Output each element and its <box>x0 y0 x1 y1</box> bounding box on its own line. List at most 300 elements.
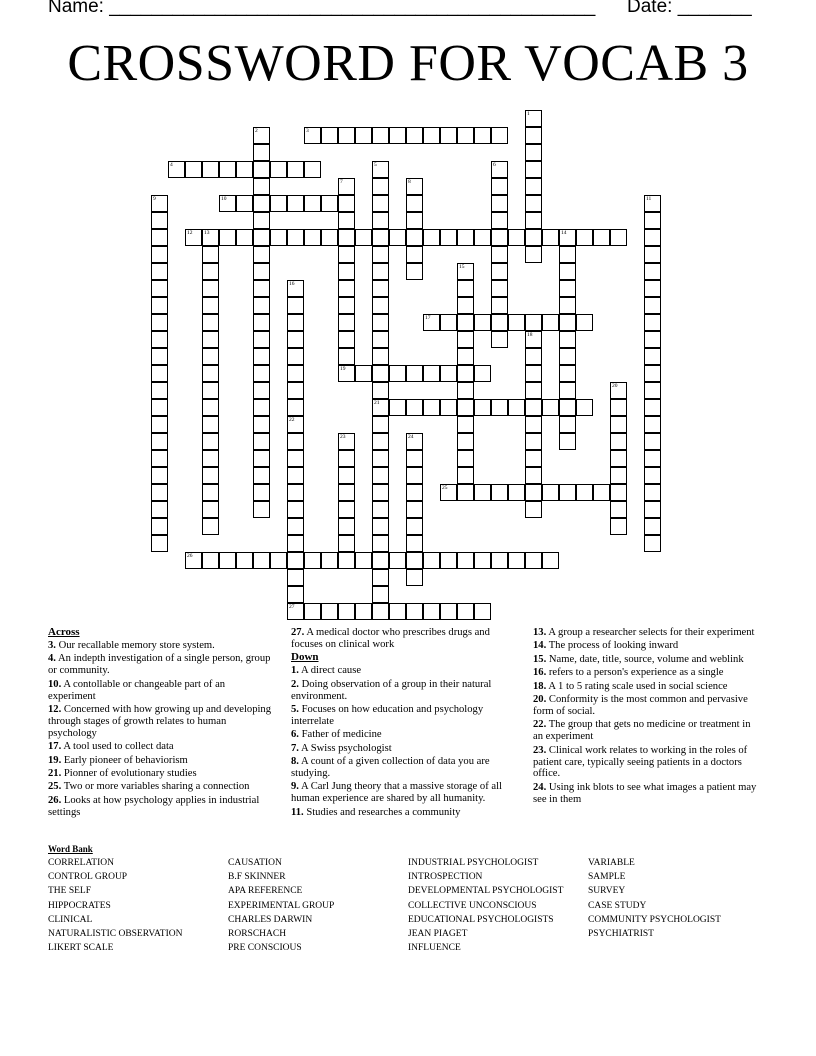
grid-cell[interactable] <box>406 246 423 263</box>
grid-cell[interactable] <box>644 484 661 501</box>
grid-cell[interactable] <box>457 331 474 348</box>
grid-cell[interactable] <box>491 263 508 280</box>
grid-cell[interactable] <box>559 314 576 331</box>
grid-cell[interactable] <box>185 161 202 178</box>
grid-cell[interactable] <box>525 348 542 365</box>
grid-cell[interactable] <box>253 314 270 331</box>
grid-cell[interactable] <box>525 127 542 144</box>
grid-cell[interactable] <box>593 484 610 501</box>
grid-cell[interactable] <box>525 195 542 212</box>
grid-cell[interactable] <box>270 229 287 246</box>
grid-cell[interactable] <box>236 195 253 212</box>
grid-cell[interactable] <box>559 280 576 297</box>
grid-cell[interactable] <box>542 552 559 569</box>
grid-cell[interactable] <box>457 127 474 144</box>
grid-cell[interactable] <box>644 467 661 484</box>
grid-cell[interactable] <box>202 331 219 348</box>
grid-cell[interactable] <box>287 382 304 399</box>
grid-cell[interactable] <box>406 229 423 246</box>
grid-cell[interactable] <box>610 399 627 416</box>
grid-cell[interactable] <box>389 365 406 382</box>
grid-cell[interactable] <box>610 467 627 484</box>
grid-cell[interactable] <box>338 263 355 280</box>
grid-cell[interactable] <box>151 450 168 467</box>
grid-cell[interactable] <box>525 178 542 195</box>
grid-cell[interactable] <box>644 416 661 433</box>
grid-cell[interactable] <box>457 348 474 365</box>
grid-cell[interactable] <box>202 450 219 467</box>
grid-cell[interactable] <box>372 314 389 331</box>
grid-cell[interactable] <box>559 246 576 263</box>
grid-cell[interactable] <box>372 467 389 484</box>
grid-cell[interactable] <box>491 178 508 195</box>
grid-cell[interactable] <box>644 263 661 280</box>
grid-cell[interactable] <box>202 399 219 416</box>
grid-cell[interactable] <box>525 433 542 450</box>
grid-cell[interactable] <box>338 484 355 501</box>
grid-cell[interactable] <box>508 229 525 246</box>
grid-cell[interactable] <box>338 127 355 144</box>
grid-cell[interactable] <box>151 501 168 518</box>
grid-cell[interactable] <box>644 280 661 297</box>
grid-cell[interactable] <box>202 382 219 399</box>
grid-cell[interactable] <box>440 127 457 144</box>
grid-cell[interactable] <box>610 484 627 501</box>
grid-cell[interactable] <box>372 280 389 297</box>
grid-cell[interactable] <box>491 246 508 263</box>
grid-cell[interactable] <box>474 314 491 331</box>
grid-cell[interactable] <box>559 263 576 280</box>
grid-cell[interactable] <box>253 263 270 280</box>
grid-cell[interactable] <box>338 518 355 535</box>
grid-cell[interactable] <box>202 246 219 263</box>
grid-cell[interactable] <box>525 144 542 161</box>
grid-cell[interactable] <box>151 263 168 280</box>
grid-cell[interactable] <box>202 297 219 314</box>
grid-cell[interactable] <box>372 382 389 399</box>
grid-cell[interactable] <box>525 399 542 416</box>
grid-cell[interactable] <box>202 348 219 365</box>
grid-cell[interactable] <box>219 229 236 246</box>
grid-cell[interactable] <box>372 246 389 263</box>
grid-cell[interactable] <box>372 586 389 603</box>
grid-cell[interactable] <box>287 365 304 382</box>
grid-cell[interactable] <box>202 280 219 297</box>
grid-cell[interactable] <box>270 195 287 212</box>
grid-cell[interactable] <box>644 433 661 450</box>
grid-cell[interactable] <box>423 552 440 569</box>
grid-cell[interactable] <box>287 450 304 467</box>
grid-cell[interactable] <box>270 552 287 569</box>
grid-cell[interactable] <box>287 501 304 518</box>
grid-cell[interactable] <box>321 195 338 212</box>
grid-cell[interactable] <box>355 127 372 144</box>
grid-cell[interactable] <box>338 297 355 314</box>
grid-cell[interactable] <box>287 161 304 178</box>
grid-cell[interactable] <box>457 280 474 297</box>
grid-cell[interactable] <box>151 365 168 382</box>
grid-cell[interactable] <box>253 348 270 365</box>
grid-cell[interactable] <box>491 229 508 246</box>
grid-cell[interactable] <box>559 399 576 416</box>
grid-cell[interactable] <box>542 399 559 416</box>
grid-cell[interactable] <box>644 501 661 518</box>
grid-cell[interactable] <box>372 348 389 365</box>
grid-cell[interactable] <box>474 552 491 569</box>
grid-cell[interactable] <box>372 433 389 450</box>
grid-cell[interactable] <box>372 263 389 280</box>
grid-cell[interactable] <box>406 195 423 212</box>
grid-cell[interactable] <box>355 603 372 620</box>
grid-cell[interactable] <box>321 127 338 144</box>
grid-cell[interactable] <box>457 297 474 314</box>
grid-cell[interactable] <box>440 314 457 331</box>
grid-cell[interactable] <box>610 416 627 433</box>
grid-cell[interactable] <box>559 297 576 314</box>
grid-cell[interactable] <box>559 433 576 450</box>
grid-cell[interactable] <box>202 433 219 450</box>
grid-cell[interactable] <box>491 399 508 416</box>
grid-cell[interactable] <box>525 416 542 433</box>
grid-cell[interactable] <box>372 501 389 518</box>
grid-cell[interactable] <box>253 450 270 467</box>
grid-cell[interactable] <box>338 467 355 484</box>
grid-cell[interactable] <box>457 229 474 246</box>
grid-cell[interactable] <box>202 161 219 178</box>
grid-cell[interactable] <box>457 552 474 569</box>
grid-cell[interactable] <box>389 399 406 416</box>
grid-cell[interactable] <box>338 535 355 552</box>
grid-cell[interactable] <box>576 399 593 416</box>
grid-cell[interactable] <box>151 280 168 297</box>
grid-cell[interactable] <box>644 518 661 535</box>
grid-cell[interactable] <box>440 552 457 569</box>
grid-cell[interactable] <box>253 382 270 399</box>
grid-cell[interactable] <box>559 416 576 433</box>
grid-cell[interactable] <box>304 195 321 212</box>
grid-cell[interactable] <box>338 246 355 263</box>
grid-cell[interactable] <box>508 399 525 416</box>
grid-cell[interactable] <box>525 212 542 229</box>
grid-cell[interactable] <box>287 518 304 535</box>
grid-cell[interactable] <box>287 297 304 314</box>
grid-cell[interactable] <box>576 484 593 501</box>
grid-cell[interactable] <box>355 229 372 246</box>
grid-cell[interactable] <box>253 501 270 518</box>
grid-cell[interactable] <box>559 348 576 365</box>
grid-cell[interactable] <box>457 603 474 620</box>
grid-cell[interactable] <box>321 229 338 246</box>
grid-cell[interactable] <box>372 365 389 382</box>
grid-cell[interactable] <box>253 178 270 195</box>
grid-cell[interactable] <box>491 297 508 314</box>
grid-cell[interactable] <box>236 552 253 569</box>
grid-cell[interactable] <box>287 399 304 416</box>
grid-cell[interactable] <box>542 229 559 246</box>
grid-cell[interactable] <box>525 365 542 382</box>
grid-cell[interactable] <box>593 229 610 246</box>
grid-cell[interactable] <box>389 127 406 144</box>
grid-cell[interactable] <box>474 365 491 382</box>
grid-cell[interactable] <box>508 484 525 501</box>
grid-cell[interactable] <box>644 365 661 382</box>
grid-cell[interactable] <box>406 467 423 484</box>
grid-cell[interactable] <box>508 552 525 569</box>
grid-cell[interactable] <box>202 263 219 280</box>
grid-cell[interactable] <box>440 603 457 620</box>
grid-cell[interactable] <box>253 484 270 501</box>
grid-cell[interactable] <box>525 501 542 518</box>
grid-cell[interactable] <box>406 212 423 229</box>
grid-cell[interactable] <box>644 399 661 416</box>
grid-cell[interactable] <box>423 603 440 620</box>
grid-cell[interactable] <box>372 552 389 569</box>
grid-cell[interactable] <box>644 314 661 331</box>
grid-cell[interactable] <box>287 433 304 450</box>
grid-cell[interactable] <box>610 518 627 535</box>
grid-cell[interactable] <box>253 280 270 297</box>
grid-cell[interactable] <box>304 552 321 569</box>
grid-cell[interactable] <box>559 382 576 399</box>
grid-cell[interactable] <box>457 314 474 331</box>
grid-cell[interactable] <box>151 433 168 450</box>
grid-cell[interactable] <box>202 467 219 484</box>
grid-cell[interactable] <box>338 348 355 365</box>
grid-cell[interactable] <box>491 127 508 144</box>
grid-cell[interactable] <box>253 552 270 569</box>
grid-cell[interactable] <box>151 212 168 229</box>
grid-cell[interactable] <box>338 280 355 297</box>
grid-cell[interactable] <box>202 416 219 433</box>
grid-cell[interactable] <box>338 450 355 467</box>
grid-cell[interactable] <box>287 314 304 331</box>
grid-cell[interactable] <box>151 467 168 484</box>
grid-cell[interactable] <box>253 297 270 314</box>
grid-cell[interactable] <box>287 569 304 586</box>
grid-cell[interactable] <box>525 229 542 246</box>
grid-cell[interactable] <box>372 178 389 195</box>
grid-cell[interactable] <box>525 246 542 263</box>
grid-cell[interactable] <box>151 229 168 246</box>
grid-cell[interactable] <box>355 552 372 569</box>
grid-cell[interactable] <box>474 484 491 501</box>
grid-cell[interactable] <box>151 382 168 399</box>
grid-cell[interactable] <box>338 229 355 246</box>
grid-cell[interactable] <box>219 161 236 178</box>
grid-cell[interactable] <box>406 501 423 518</box>
grid-cell[interactable] <box>525 314 542 331</box>
grid-cell[interactable] <box>253 433 270 450</box>
grid-cell[interactable] <box>253 229 270 246</box>
grid-cell[interactable] <box>338 212 355 229</box>
grid-cell[interactable] <box>372 484 389 501</box>
grid-cell[interactable] <box>372 535 389 552</box>
grid-cell[interactable] <box>610 450 627 467</box>
grid-cell[interactable] <box>151 331 168 348</box>
grid-cell[interactable] <box>270 161 287 178</box>
grid-cell[interactable] <box>525 450 542 467</box>
grid-cell[interactable] <box>253 467 270 484</box>
grid-cell[interactable] <box>474 127 491 144</box>
grid-cell[interactable] <box>474 399 491 416</box>
grid-cell[interactable] <box>236 161 253 178</box>
grid-cell[interactable] <box>576 229 593 246</box>
grid-cell[interactable] <box>372 569 389 586</box>
grid-cell[interactable] <box>253 161 270 178</box>
grid-cell[interactable] <box>321 603 338 620</box>
grid-cell[interactable] <box>151 314 168 331</box>
grid-cell[interactable] <box>202 518 219 535</box>
grid-cell[interactable] <box>423 127 440 144</box>
grid-cell[interactable] <box>491 212 508 229</box>
grid-cell[interactable] <box>406 552 423 569</box>
grid-cell[interactable] <box>440 399 457 416</box>
grid-cell[interactable] <box>644 535 661 552</box>
grid-cell[interactable] <box>151 518 168 535</box>
grid-cell[interactable] <box>457 484 474 501</box>
grid-cell[interactable] <box>457 365 474 382</box>
grid-cell[interactable] <box>491 484 508 501</box>
grid-cell[interactable] <box>406 399 423 416</box>
grid-cell[interactable] <box>372 331 389 348</box>
grid-cell[interactable] <box>440 229 457 246</box>
grid-cell[interactable] <box>151 535 168 552</box>
grid-cell[interactable] <box>644 212 661 229</box>
grid-cell[interactable] <box>321 552 338 569</box>
grid-cell[interactable] <box>474 603 491 620</box>
grid-cell[interactable] <box>253 331 270 348</box>
grid-cell[interactable] <box>508 314 525 331</box>
grid-cell[interactable] <box>236 229 253 246</box>
grid-cell[interactable] <box>372 416 389 433</box>
grid-cell[interactable] <box>372 603 389 620</box>
grid-cell[interactable] <box>457 450 474 467</box>
grid-cell[interactable] <box>202 484 219 501</box>
grid-cell[interactable] <box>338 603 355 620</box>
grid-cell[interactable] <box>151 399 168 416</box>
grid-cell[interactable] <box>423 229 440 246</box>
grid-cell[interactable] <box>253 212 270 229</box>
grid-cell[interactable] <box>457 399 474 416</box>
grid-cell[interactable] <box>372 195 389 212</box>
grid-cell[interactable] <box>338 314 355 331</box>
grid-cell[interactable] <box>610 433 627 450</box>
grid-cell[interactable] <box>151 297 168 314</box>
grid-cell[interactable] <box>644 348 661 365</box>
grid-cell[interactable] <box>610 229 627 246</box>
grid-cell[interactable] <box>338 552 355 569</box>
grid-cell[interactable] <box>389 229 406 246</box>
grid-cell[interactable] <box>202 365 219 382</box>
grid-cell[interactable] <box>151 246 168 263</box>
grid-cell[interactable] <box>559 331 576 348</box>
grid-cell[interactable] <box>406 603 423 620</box>
grid-cell[interactable] <box>644 331 661 348</box>
grid-cell[interactable] <box>338 195 355 212</box>
grid-cell[interactable] <box>542 314 559 331</box>
grid-cell[interactable] <box>219 552 236 569</box>
grid-cell[interactable] <box>287 467 304 484</box>
grid-cell[interactable] <box>644 297 661 314</box>
grid-cell[interactable] <box>372 297 389 314</box>
grid-cell[interactable] <box>406 365 423 382</box>
grid-cell[interactable] <box>372 212 389 229</box>
grid-cell[interactable] <box>287 484 304 501</box>
grid-cell[interactable] <box>355 365 372 382</box>
grid-cell[interactable] <box>423 365 440 382</box>
grid-cell[interactable] <box>151 484 168 501</box>
grid-cell[interactable] <box>457 382 474 399</box>
grid-cell[interactable] <box>406 450 423 467</box>
grid-cell[interactable] <box>406 484 423 501</box>
grid-cell[interactable] <box>457 433 474 450</box>
grid-cell[interactable] <box>644 229 661 246</box>
grid-cell[interactable] <box>644 450 661 467</box>
grid-cell[interactable] <box>440 365 457 382</box>
grid-cell[interactable] <box>287 535 304 552</box>
grid-cell[interactable] <box>406 263 423 280</box>
grid-cell[interactable] <box>457 467 474 484</box>
grid-cell[interactable] <box>644 382 661 399</box>
grid-cell[interactable] <box>406 569 423 586</box>
grid-cell[interactable] <box>389 552 406 569</box>
grid-cell[interactable] <box>338 501 355 518</box>
grid-cell[interactable] <box>253 144 270 161</box>
grid-cell[interactable] <box>253 246 270 263</box>
grid-cell[interactable] <box>525 552 542 569</box>
grid-cell[interactable] <box>525 484 542 501</box>
grid-cell[interactable] <box>491 195 508 212</box>
grid-cell[interactable] <box>151 348 168 365</box>
grid-cell[interactable] <box>559 365 576 382</box>
grid-cell[interactable] <box>372 450 389 467</box>
grid-cell[interactable] <box>253 365 270 382</box>
grid-cell[interactable] <box>406 518 423 535</box>
grid-cell[interactable] <box>491 314 508 331</box>
grid-cell[interactable] <box>423 399 440 416</box>
grid-cell[interactable] <box>525 382 542 399</box>
grid-cell[interactable] <box>151 416 168 433</box>
grid-cell[interactable] <box>253 399 270 416</box>
grid-cell[interactable] <box>525 467 542 484</box>
grid-cell[interactable] <box>253 416 270 433</box>
grid-cell[interactable] <box>491 552 508 569</box>
grid-cell[interactable] <box>287 229 304 246</box>
grid-cell[interactable] <box>287 586 304 603</box>
grid-cell[interactable] <box>287 331 304 348</box>
grid-cell[interactable] <box>389 603 406 620</box>
grid-cell[interactable] <box>610 501 627 518</box>
grid-cell[interactable] <box>406 127 423 144</box>
grid-cell[interactable] <box>525 161 542 178</box>
grid-cell[interactable] <box>202 314 219 331</box>
grid-cell[interactable] <box>338 331 355 348</box>
grid-cell[interactable] <box>559 484 576 501</box>
grid-cell[interactable] <box>372 518 389 535</box>
grid-cell[interactable] <box>372 229 389 246</box>
grid-cell[interactable] <box>202 501 219 518</box>
grid-cell[interactable] <box>253 195 270 212</box>
grid-cell[interactable] <box>304 161 321 178</box>
grid-cell[interactable] <box>304 603 321 620</box>
grid-cell[interactable] <box>202 552 219 569</box>
grid-cell[interactable] <box>491 331 508 348</box>
grid-cell[interactable] <box>287 348 304 365</box>
grid-cell[interactable] <box>542 484 559 501</box>
grid-cell[interactable] <box>491 280 508 297</box>
grid-cell[interactable] <box>304 229 321 246</box>
grid-cell[interactable] <box>474 229 491 246</box>
